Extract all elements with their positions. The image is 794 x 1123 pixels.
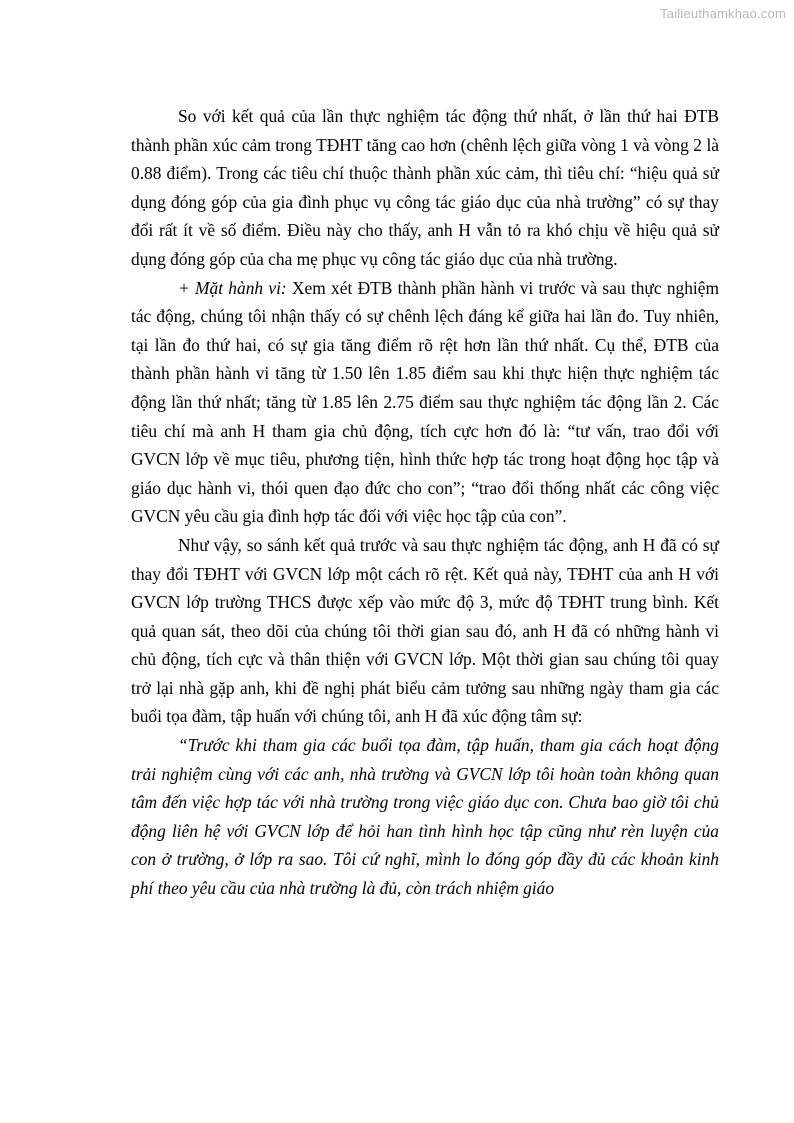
paragraph-emotion-component: So với kết quả của lần thực nghiệm tác động thứ nhất, ở lần thứ hai ĐTB thành phần xúc cảm trong TĐHT tăng cao hơn (chênh lệch giữa vòng 1 và vòng 2 là 0.88 điểm). Trong các tiêu chí thuộc thành phần xúc cảm, thì tiêu chí: “hiệu quả sử dụng đóng góp của gia đình phục vụ công tác giáo dục của nhà trường” có sự thay đổi rất ít về số điểm. Điều này cho thấy, anh H vẫn tỏ ra khó chịu về hiệu quả sử dụng đóng góp của cha mẹ phục vụ công tác giáo dục của nhà trường.: [131, 106, 719, 269]
paragraph-conclusion: Như vậy, so sánh kết quả trước và sau thực nghiệm tác động, anh H đã có sự thay đổi TĐHT với GVCN lớp một cách rõ rệt. Kết quả này, TĐHT của anh H với GVCN lớp trường THCS được xếp vào mức độ 3, mức độ TĐHT trung bình. Kết quả quan sát, theo dõi của chúng tôi thời gian sau đó, anh H đã có những hành vi chủ động, tích cực và thân thiện với GVCN lớp. Một thời gian sau chúng tôi quay trở lại nhà gặp anh, khi đề nghị phát biểu cảm tưởng sau những ngày tham gia các buổi tọa đàm, tập huấn với chúng tôi, anh H đã xúc động tâm sự:: [131, 534, 719, 727]
watermark: Tailieuthamkhao.com: [660, 6, 786, 21]
paragraph-behavior-component: [131, 274, 719, 531]
document-body: [131, 102, 719, 903]
behavior-heading: + Mặt hành vi:: [178, 277, 287, 298]
behavior-text: Xem xét ĐTB thành phần hành vi trước và sau thực nghiệm tác động, chúng tôi nhận thấy có sự chênh lệch đáng kể giữa hai lần đo. Tuy nhiên, tại lần đo thứ hai, có sự gia tăng điểm rõ rệt hơn lần thứ nhất. Cụ thể, ĐTB của thành phần hành vi tăng từ 1.50 lên 1.85 điểm sau khi thực hiện thực nghiệm tác động lần thứ nhất; tăng từ 1.85 lên 2.75 điểm sau thực nghiệm tác động lần 2. Các tiêu chí mà anh H tham gia chủ động, tích cực hơn đó là: “tư vấn, trao đổi với GVCN lớp về mục tiêu, phương tiện, hình thức hợp tác trong hoạt động học tập và giáo dục hành vi, thói quen đạo đức cho con”; “trao đổi thống nhất các công việc GVCN yêu cầu gia đình hợp tác đối với việc học tập của con”.: [131, 277, 719, 527]
paragraph-quote: “Trước khi tham gia các buổi tọa đàm, tập huấn, tham gia cách hoạt động trải nghiệm cùng với các anh, nhà trường và GVCN lớp tôi hoàn toàn không quan tâm đến việc hợp tác với nhà trường trong việc giáo dục con. Chưa bao giờ tôi chủ động liên hệ với GVCN lớp để hỏi han tình hình học tập cũng như rèn luyện của con ở trường, ở lớp ra sao. Tôi cứ nghĩ, mình lo đóng góp đầy đủ các khoản kinh phí theo yêu cầu của nhà trường là đủ, còn trách nhiệm giáo: [131, 735, 719, 899]
